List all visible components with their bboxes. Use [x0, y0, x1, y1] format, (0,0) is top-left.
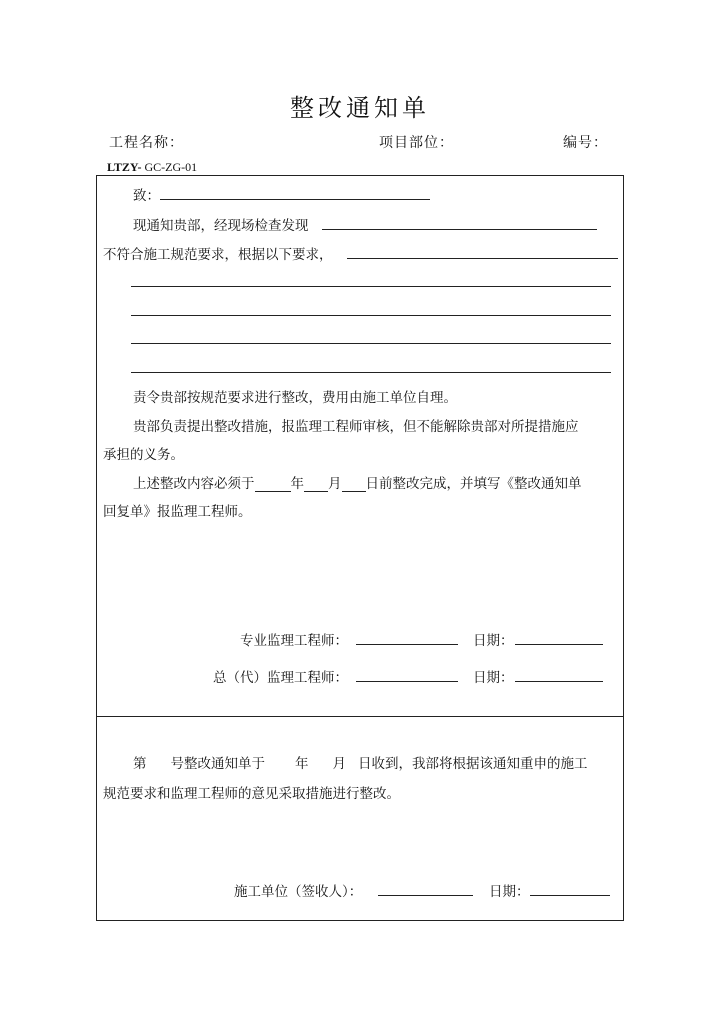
- deadline-year-field[interactable]: [255, 477, 291, 492]
- requirement-line-1[interactable]: [131, 286, 611, 287]
- receipt-p1-b: 号整改通知单于: [170, 756, 265, 772]
- engineer-label: 专业监理工程师：: [240, 633, 348, 649]
- section-divider: [96, 716, 624, 717]
- deadline-month-field[interactable]: [304, 477, 328, 492]
- deadline-month-label: 月: [328, 476, 342, 492]
- form-code: [107, 160, 197, 175]
- to-field[interactable]: [160, 199, 430, 200]
- engineer-date-label: 日期：: [473, 633, 514, 649]
- unit-sign-field[interactable]: [378, 895, 473, 896]
- requirement-line-2[interactable]: [131, 315, 611, 316]
- deadline-day-field[interactable]: [342, 477, 366, 492]
- chief-label: 总（代）监理工程师：: [213, 670, 348, 686]
- measures-text-1: 贵部负责提出整改措施，报监理工程师审核，但不能解除贵部对所提措施应: [133, 419, 579, 435]
- deadline-year-label: 年: [290, 476, 304, 492]
- order-text: 责令贵部按规范要求进行整改，费用由施工单位自理。: [133, 390, 457, 406]
- nonconform-text: 不符合施工规范要求，根据以下要求，: [103, 247, 333, 263]
- requirement-line-3[interactable]: [131, 343, 611, 344]
- requirement-line-4[interactable]: [131, 372, 611, 373]
- receipt-p1-c: 年: [295, 756, 309, 772]
- intro-text: 现通知贵部，经现场检查发现: [133, 218, 309, 234]
- requirement-field[interactable]: [347, 258, 618, 259]
- to-label: 致：: [133, 188, 160, 204]
- receipt-text-1: [133, 752, 588, 772]
- code-suffix: GC-ZG-01: [141, 160, 198, 174]
- deadline-text-2: 回复单》报监理工程师。: [103, 504, 252, 520]
- number-label: 编号：: [563, 135, 608, 151]
- location-label: 项目部位：: [379, 135, 454, 151]
- engineer-sign-field[interactable]: [356, 644, 458, 645]
- code-prefix: LTZY-: [107, 160, 142, 174]
- receipt-p1-e: 日收到，我部将根据该通知重申的施工: [358, 756, 588, 772]
- project-name-label: 工程名称：: [109, 135, 184, 151]
- receipt-p1-a: 第: [133, 756, 147, 772]
- finding-field[interactable]: [322, 229, 597, 230]
- engineer-date-field[interactable]: [515, 644, 603, 645]
- deadline-line: [133, 472, 582, 492]
- chief-sign-field[interactable]: [356, 681, 458, 682]
- deadline-text-a: 上述整改内容必须于: [133, 476, 255, 492]
- receipt-date-label: 日期：: [489, 884, 530, 900]
- chief-date-label: 日期：: [473, 670, 514, 686]
- unit-label: 施工单位（签收人）：: [234, 884, 363, 900]
- form-title: 整改通知单: [290, 94, 430, 122]
- receipt-p1-d: 月: [332, 756, 346, 772]
- chief-date-field[interactable]: [515, 681, 603, 682]
- receipt-date-field[interactable]: [530, 895, 610, 896]
- measures-text-2: 承担的义务。: [103, 447, 184, 463]
- receipt-text-2: 规范要求和监理工程师的意见采取措施进行整改。: [103, 786, 400, 802]
- deadline-text-b: 日前整改完成，并填写《整改通知单: [365, 476, 582, 492]
